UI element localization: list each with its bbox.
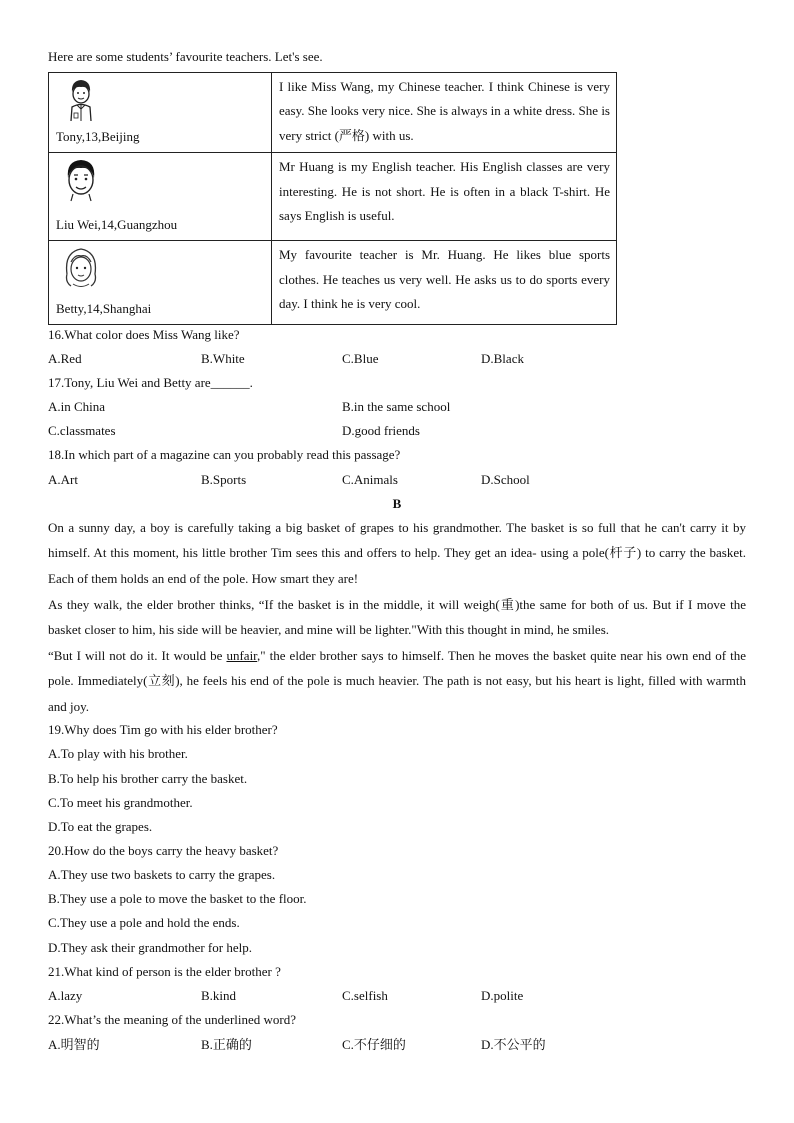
- student-label: Betty,14,Shanghai: [56, 301, 152, 317]
- section-b-heading: B: [392, 496, 402, 511]
- intro-text: Here are some students’ favourite teachers. Let's see.: [48, 49, 323, 64]
- q22-option-b[interactable]: B.正确的: [201, 1037, 252, 1052]
- q22-option-a[interactable]: A.明智的: [48, 1037, 100, 1052]
- question-21: 21.What kind of person is the elder brother ?: [48, 964, 281, 979]
- q17-option-c[interactable]: C.classmates: [48, 423, 116, 438]
- question-19: 19.Why does Tim go with his elder brother?: [48, 722, 278, 737]
- table-row: [49, 153, 617, 241]
- question-16: 16.What color does Miss Wang like?: [48, 327, 240, 342]
- q18-option-b[interactable]: B.Sports: [201, 472, 247, 487]
- q20-option-d[interactable]: D.They ask their grandmother for help.: [48, 940, 252, 955]
- q19-option-a[interactable]: A.To play with his brother.: [48, 746, 188, 761]
- boy-face-icon: [59, 156, 103, 202]
- question-22: 22.What’s the meaning of the underlined word?: [48, 1012, 297, 1027]
- favourite-teachers-table: [48, 72, 617, 325]
- passage-text: ," the elder brother says to himself. Then he moves the basket quite near his own end of the pole. Immediately(立刻), he feels his end of the pole is much heavier. The path is not easy, but his heart is light, filled with warmth and joy.: [48, 648, 747, 714]
- q22-option-d[interactable]: D.不公平的: [481, 1037, 546, 1052]
- q19-option-c[interactable]: C.To meet his grandmother.: [48, 795, 193, 810]
- q22-option-c[interactable]: C.不仔细的: [342, 1037, 406, 1052]
- q20-option-b[interactable]: B.They use a pole to move the basket to the floor.: [48, 891, 307, 906]
- q17-option-d[interactable]: D.good friends: [342, 423, 420, 438]
- table-row: [49, 241, 617, 325]
- passage-paragraph-2: As they walk, the elder brother thinks, “If the basket is in the middle, it will weigh(重)the same for both of us. But if I move the basket closer to him, his side will be heavier, and mine will be lighter."With this thought in mind, he smiles.: [48, 597, 746, 638]
- student-cell: [49, 153, 272, 241]
- q18-option-c[interactable]: C.Animals: [342, 472, 398, 487]
- passage-text: “But I will not do it. It would be: [48, 648, 227, 663]
- q18-option-d[interactable]: D.School: [481, 472, 530, 487]
- q16-option-a[interactable]: A.Red: [48, 351, 82, 366]
- question-20: 20.How do the boys carry the heavy basket?: [48, 843, 279, 858]
- question-18: 18.In which part of a magazine can you probably read this passage?: [48, 447, 401, 462]
- q21-option-c[interactable]: C.selfish: [342, 988, 388, 1003]
- q16-option-c[interactable]: C.Blue: [342, 351, 379, 366]
- table-row: [49, 73, 617, 153]
- teacher-description: My favourite teacher is Mr. Huang. He likes blue sports clothes. He teaches us very well. He asks us to do sports every day. I think he is very cool.: [272, 241, 617, 325]
- q21-option-d[interactable]: D.polite: [481, 988, 524, 1003]
- student-cell: [49, 241, 272, 325]
- teacher-description: I like Miss Wang, my Chinese teacher. I think Chinese is very easy. She looks very nice. She is always in a white dress. She is very strict (严格) with us.: [272, 73, 617, 153]
- q19-option-b[interactable]: B.To help his brother carry the basket.: [48, 771, 248, 786]
- q20-option-a[interactable]: A.They use two baskets to carry the grapes.: [48, 867, 276, 882]
- student-cell: [49, 73, 272, 153]
- q17-option-a[interactable]: A.in China: [48, 399, 106, 414]
- q21-option-a[interactable]: A.lazy: [48, 988, 83, 1003]
- q16-option-d[interactable]: D.Black: [481, 351, 524, 366]
- q17-option-b[interactable]: B.in the same school: [342, 399, 451, 414]
- question-17: 17.Tony, Liu Wei and Betty are______.: [48, 375, 253, 390]
- teacher-description: Mr Huang is my English teacher. His English classes are very interesting. He is not short. He is often in a black T-shirt. He says English is useful.: [272, 153, 617, 241]
- underlined-word: unfair: [226, 648, 257, 663]
- student-label: Liu Wei,14,Guangzhou: [56, 217, 178, 233]
- passage-paragraph-1: On a sunny day, a boy is carefully taking a big basket of grapes to his grandmother. The basket is so full that he can't carry it by himself. At this moment, his little brother Tim sees this and offers to help. They get an idea- using a pole(杆子) to carry the basket. Each of them holds an end of the pole. How smart they are!: [48, 520, 746, 586]
- q19-option-d[interactable]: D.To eat the grapes.: [48, 819, 153, 834]
- q16-option-b[interactable]: B.White: [201, 351, 245, 366]
- student-label: Tony,13,Beijing: [56, 129, 140, 145]
- passage-paragraph-3: [48, 643, 746, 719]
- boy-student-icon: [59, 76, 103, 122]
- q18-option-a[interactable]: A.Art: [48, 472, 78, 487]
- girl-face-icon: [59, 244, 103, 290]
- q21-option-b[interactable]: B.kind: [201, 988, 237, 1003]
- q20-option-c[interactable]: C.They use a pole and hold the ends.: [48, 915, 240, 930]
